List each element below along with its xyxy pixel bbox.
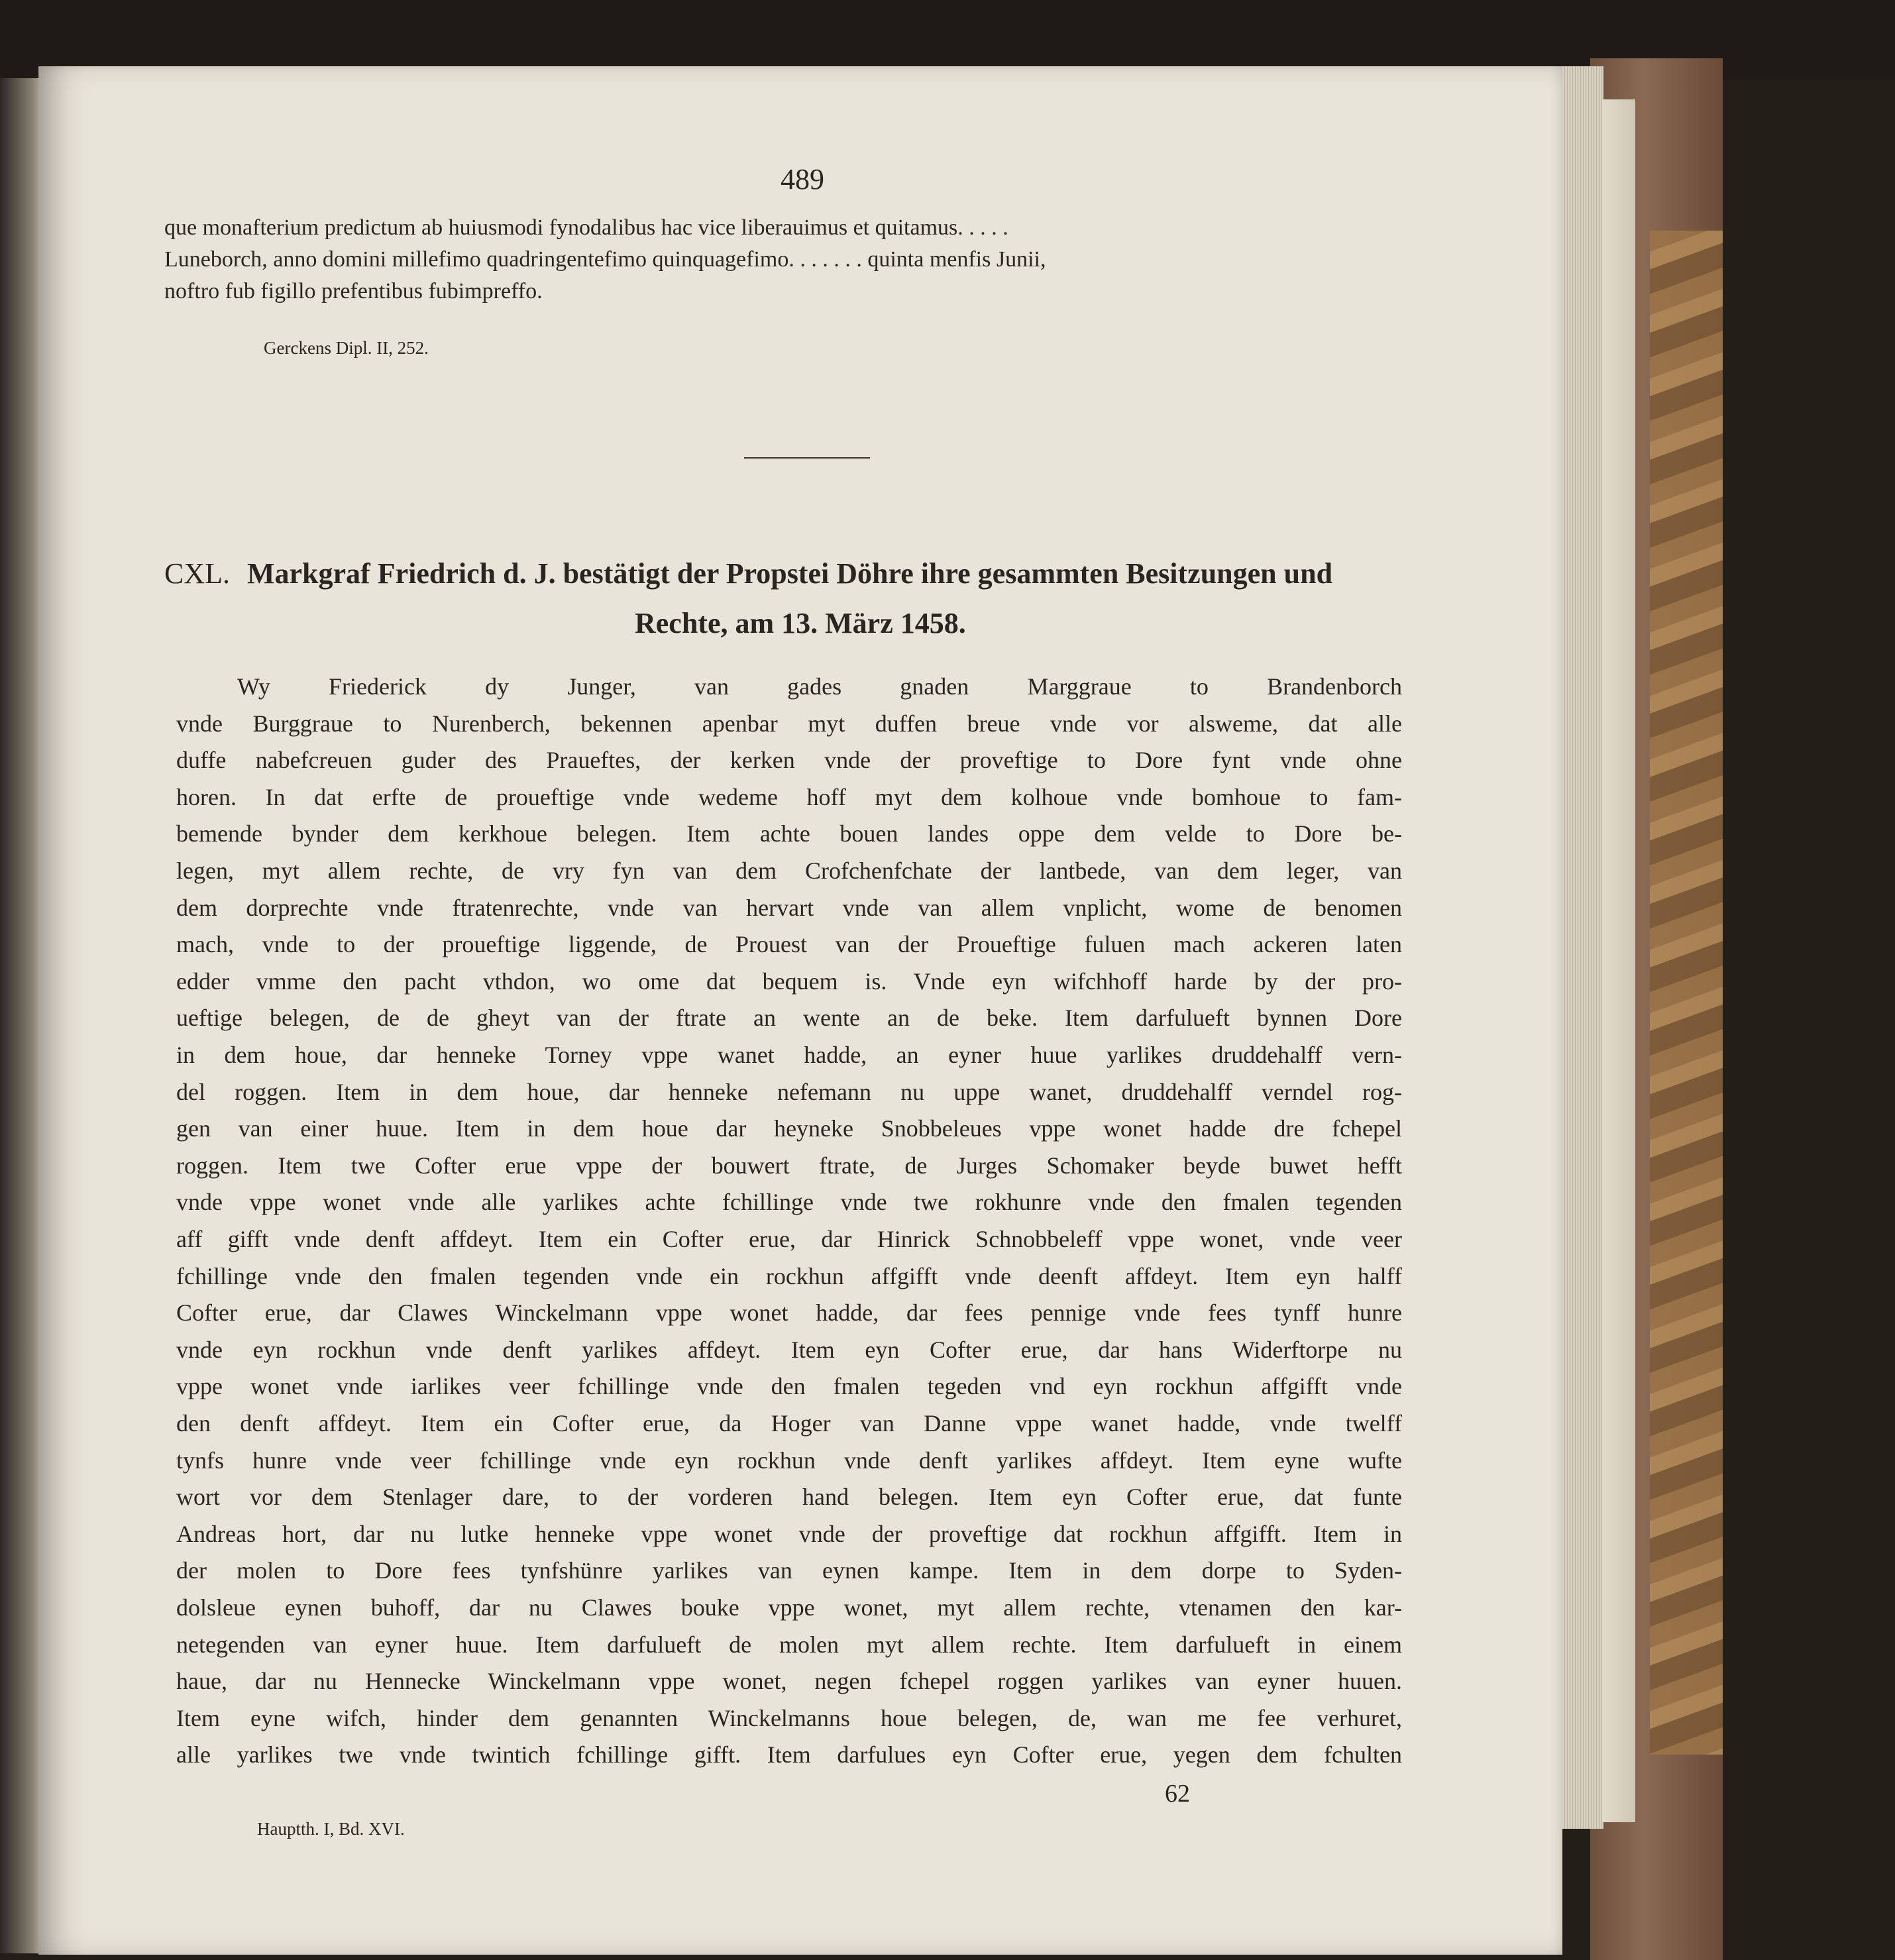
body-line: duffe nabefcreuen guder des Praueftes, der kerken vnde der proveftige to Dore fynt vnde ohne	[176, 747, 1402, 774]
body-line: Item eyne wifch, hinder dem genannten Winckelmanns houe belegen, de, wan me fee verhuret,	[176, 1704, 1402, 1731]
source-citation: Gerckens Dipl. II, 252.	[264, 338, 429, 358]
body-line: Wy Friederick dy Junger, van gades gnaden Marggraue to Brandenborch	[237, 673, 1402, 700]
heading-line-1: Markgraf Friedrich d. J. bestätigt der Propstei Döhre ihre gesammten Besitzungen und	[247, 557, 1333, 590]
page-number: 489	[781, 163, 824, 195]
body-line: haue, dar nu Hennecke Winckelmann vppe wonet, negen fchepel roggen yarlikes van eyner huuen.	[176, 1668, 1402, 1695]
body-line: in dem houe, dar henneke Torney vppe wanet hadde, an eyner huue yarlikes druddehalff vern-	[176, 1042, 1402, 1068]
body-line: tynfs hunre vnde veer fchillinge vnde eyn rockhun vnde denft yarlikes affdeyt. Item eyne wufte	[176, 1446, 1402, 1474]
page-edges-right	[1557, 66, 1603, 1829]
body-line: der molen to Dore fees tynfshünre yarlikes van eynen kampe. Item in dem dorpe to Syden-	[176, 1557, 1402, 1584]
body-line: vnde eyn rockhun vnde denft yarlikes affdeyt. Item eyn Cofter erue, dar hans Widerftorpe nu	[176, 1336, 1402, 1363]
body-line: roggen. Item twe Cofter erue vppe der bouwert ftrate, de Jurges Schomaker beyde buwet hefft	[176, 1152, 1402, 1179]
body-line: del roggen. Item in dem houe, dar henneke nefemann nu uppe wanet, druddehalff verndel rog-	[176, 1078, 1402, 1105]
body-line: bemende bynder dem kerkhoue belegen. Item achte bouen landes oppe dem velde to Dore be-	[176, 820, 1402, 847]
body-line: mach, vnde to der proueftige liggende, de Prouest van der Proueftige fuluen mach ackeren laten	[176, 931, 1402, 958]
body-line: vppe wonet vnde iarlikes veer fchillinge vnde den fmalen tegeden vnd eyn rockhun affgifft vnde	[176, 1373, 1402, 1400]
body-line: wort vor dem Stenlager dare, to der vorderen hand belegen. Item eyn Cofter erue, dat funte	[176, 1484, 1402, 1511]
heading-line-2: Rechte, am 13. März 1458.	[635, 607, 966, 639]
document-heading	[164, 557, 1332, 590]
body-line: legen, myt allem rechte, de vry fyn van dem Crofchenfchate der lantbede, van dem leger, van	[176, 857, 1402, 884]
body-line: alle yarlikes twe vnde twintich fchillinge gifft. Item darfulues eyn Cofter erue, yegen dem fchulten	[176, 1741, 1402, 1769]
body-line: horen. In dat erfte de proueftige vnde wedeme hoff myt dem kolhoue vnde bomhoue to fam-	[176, 783, 1402, 810]
body-line: den denft affdeyt. Item ein Cofter erue, da Hoger van Danne vppe wanet hadde, vnde twelff	[176, 1410, 1402, 1437]
body-line: dolsleue eynen buhoff, dar nu Clawes bouke vppe wonet, myt allem rechte, vtenamen den kar-	[176, 1594, 1402, 1621]
body-line: Cofter erue, dar Clawes Winckelmann vppe wonet hadde, dar fees pennige vnde fees tynff hunre	[176, 1299, 1402, 1327]
body-line: fchillinge vnde den fmalen tegenden vnde ein rockhun affgifft vnde deenft affdeyt. Item eyn halff	[176, 1262, 1402, 1289]
latin-line-2: Luneborch, anno domini millefimo quadringentefimo quinquagefimo. . . . . . . quinta menfis Junii,	[164, 247, 1046, 272]
body-line: gen van einer huue. Item in dem houe dar heyneke Snobbeleues vppe wonet hadde dre fchepel	[176, 1115, 1402, 1142]
body-line: Andreas hort, dar nu lutke henneke vppe wonet vnde der proveftige dat rockhun affgifft. Item in	[176, 1520, 1402, 1547]
footer-signature-mark: Hauptth. I, Bd. XVI.	[257, 1819, 405, 1839]
latin-line-1: que monafterium predictum ab huiusmodi fynodalibus hac vice liberauimus et quitamus. . . . .	[164, 215, 1008, 240]
body-line: vnde vppe wonet vnde alle yarlikes achte fchillinge vnde twe rokhunre vnde den fmalen tegenden	[176, 1189, 1402, 1216]
body-line: aff gifft vnde denft affdeyt. Item ein Cofter erue, dar Hinrick Schnobbeleff vppe wonet, vnde veer	[176, 1226, 1402, 1252]
sheet-number: 62	[1165, 1780, 1190, 1808]
section-divider	[744, 457, 870, 459]
body-line: edder vmme den pacht vthdon, wo ome dat bequem is. Vnde eyn wifchhoff harde by der pro-	[176, 967, 1402, 995]
book-page	[38, 66, 1562, 1955]
body-line: ueftige belegen, de de gheyt van der ftrate an wente an de beke. Item darfulueft bynnen Dore	[176, 1005, 1402, 1032]
body-line: netegenden van eyner huue. Item darfulueft de molen myt allem rechte. Item darfulueft in einem	[176, 1631, 1402, 1658]
body-line: dem dorprechte vnde ftratenrechte, vnde van hervart vnde van allem vnplicht, wome de benomen	[176, 894, 1402, 921]
body-line: vnde Burggraue to Nurenberch, bekennen apenbar myt duffen breue vnde vor alsweme, dat alle	[176, 710, 1402, 737]
page-edge-outer	[1602, 99, 1635, 1822]
latin-line-3: noftro fub figillo prefentibus fubimpreffo.	[164, 279, 543, 303]
document-number: CXL.	[164, 557, 230, 590]
